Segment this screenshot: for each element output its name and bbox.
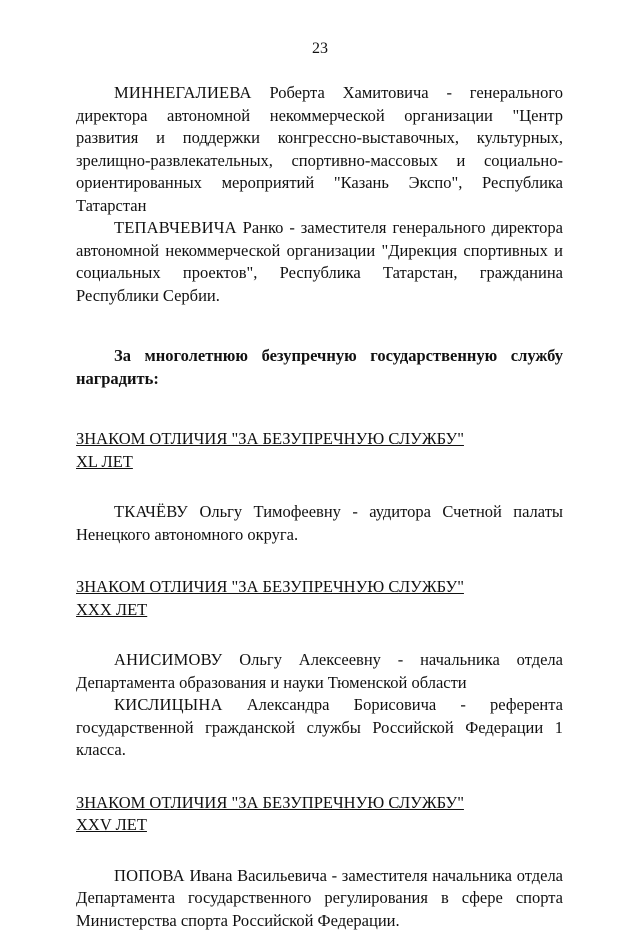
badge-title: ЗНАКОМ ОТЛИЧИЯ "ЗА БЕЗУПРЕЧНУЮ СЛУЖБУ" — [76, 792, 563, 815]
badge-years: XXV ЛЕТ — [76, 814, 563, 837]
awardee-details: Ранко - заместителя генерального директора автономной некоммерческой организации "Дирекция спортивных и социальных проектов", Республика Татарстан, гражданина Республики Сербии. — [76, 218, 563, 305]
badge-heading-xxv — [76, 792, 563, 837]
award-entry — [76, 694, 563, 762]
awardee-details: Александра Борисовича - референта государственной гражданской службы Российской Федерации 1 класса. — [76, 695, 563, 759]
awardee-details: Ольгу Тимофеевну - аудитора Счетной палаты Ненецкого автономного округа. — [76, 502, 563, 544]
awardee-surname: КИСЛИЦЫНА — [114, 695, 223, 714]
awardee-surname: МИННЕГАЛИЕВА — [114, 83, 252, 102]
award-entry — [76, 649, 563, 694]
badge-heading-xl — [76, 428, 563, 473]
award-entry — [76, 865, 563, 932]
award-entry — [76, 217, 563, 307]
awardee-surname: ТКАЧЁВУ — [114, 502, 188, 521]
badge-years: XXX ЛЕТ — [76, 599, 563, 622]
awardee-details: Роберта Хамитовича - генерального директора автономной некоммерческой организации "Центр развития и поддержки конгрессно-выставочных, культурных, зрелищно-развлекательных, спортивно-массовых и социально-ориентированных мероприятий "Казань Экспо", Республика Татарстан — [76, 83, 563, 215]
award-entry — [76, 82, 563, 217]
awardee-surname: ТЕПАВЧЕВИЧА — [114, 218, 237, 237]
badge-years: XL ЛЕТ — [76, 451, 563, 474]
page-number: 23 — [0, 40, 640, 58]
badge-title: ЗНАКОМ ОТЛИЧИЯ "ЗА БЕЗУПРЕЧНУЮ СЛУЖБУ" — [76, 428, 563, 451]
award-entry — [76, 501, 563, 546]
document-body — [76, 82, 563, 932]
badge-title: ЗНАКОМ ОТЛИЧИЯ "ЗА БЕЗУПРЕЧНУЮ СЛУЖБУ" — [76, 576, 563, 599]
awardee-details: Ивана Васильевича - заместителя начальника отдела Департамента государственного регулирования в сфере спорта Министерства спорта Российской Федерации. — [76, 866, 563, 930]
badge-heading-xxx — [76, 576, 563, 621]
awardee-surname: АНИСИМОВУ — [114, 650, 222, 669]
section-title: За многолетнюю безупречную государственную службу наградить: — [76, 345, 563, 390]
awardee-details: Ольгу Алексеевну - начальника отдела Департамента образования и науки Тюменской области — [76, 650, 563, 692]
awardee-surname: ПОПОВА — [114, 866, 185, 885]
